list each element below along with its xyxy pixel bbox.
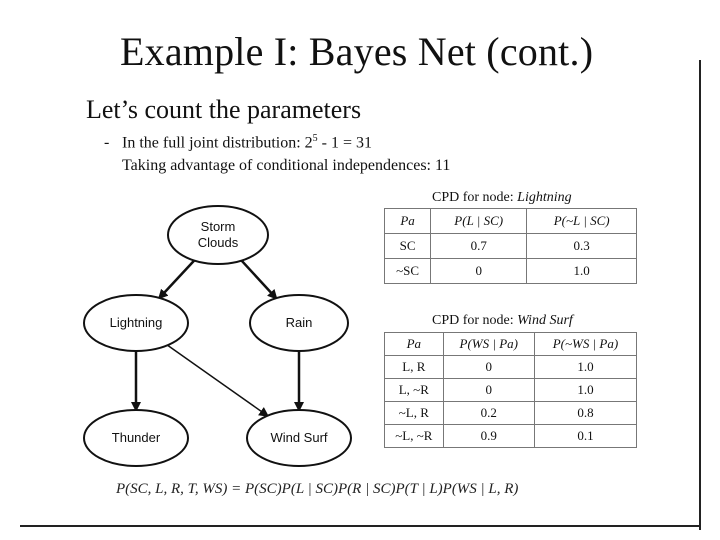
cpd_lightning-cell-1-1: 0 xyxy=(431,259,527,284)
cpd_windsurf-cell-1-0: L, ~R xyxy=(385,379,444,402)
cpd_windsurf-header-2: P(~WS | Pa) xyxy=(534,333,636,356)
cpd_windsurf-cell-3-1: 0.9 xyxy=(443,425,534,448)
bullet-dash: - xyxy=(104,134,110,152)
table-row xyxy=(385,379,637,402)
cpd_lightning-cell-0-1: 0.7 xyxy=(431,234,527,259)
bullet-text-post: - 1 = 31 xyxy=(317,134,373,152)
joint-factorization-formula: P(SC, L, R, T, WS) = P(SC)P(L | SC)P(R | SC)P(T | L)P(WS | L, R) xyxy=(116,481,519,497)
node-lightning-label: Lightning xyxy=(109,315,163,330)
cpd_windsurf-cell-0-1: 0 xyxy=(443,356,534,379)
cpd-lightning-header-row xyxy=(385,209,637,234)
cpd_windsurf-cell-0-2: 1.0 xyxy=(534,356,636,379)
cpd-windsurf-caption-node: Wind Surf xyxy=(517,313,573,328)
edge-storm-clouds-to-lightning xyxy=(159,261,194,298)
table-row xyxy=(385,425,637,448)
node-wind-surf-label: Wind Surf xyxy=(270,430,328,445)
node-thunder-label: Thunder xyxy=(111,430,161,445)
cpd_lightning-cell-0-2: 0.3 xyxy=(527,234,637,259)
table-row xyxy=(385,259,637,284)
slide-title: Example I: Bayes Net (cont.) xyxy=(120,29,594,74)
cpd-windsurf-caption xyxy=(432,313,573,329)
cpd_lightning-cell-1-2: 1.0 xyxy=(527,259,637,284)
cpd_windsurf-cell-0-0: L, R xyxy=(385,356,444,379)
cpd_lightning-header-2: P(~L | SC) xyxy=(527,209,637,234)
edge-storm-clouds-to-rain xyxy=(242,261,277,299)
cpd-lightning-caption-prefix: CPD for node: xyxy=(432,190,518,205)
node-lightning xyxy=(84,295,188,351)
node-rain-label: Rain xyxy=(285,315,313,330)
cpd_lightning-cell-0-0: SC xyxy=(385,234,431,259)
cpd_windsurf-cell-3-0: ~L, ~R xyxy=(385,425,444,448)
cpd_lightning-header-0: Pa xyxy=(385,209,431,234)
cpd-windsurf-table xyxy=(384,332,637,448)
cpd_windsurf-cell-2-1: 0.2 xyxy=(443,402,534,425)
cpd_windsurf-header-0: Pa xyxy=(385,333,444,356)
cpd_windsurf-cell-1-1: 0 xyxy=(443,379,534,402)
node-storm-clouds-label: Clouds xyxy=(197,235,239,250)
node-storm-clouds-label: Storm xyxy=(200,219,236,234)
cpd_windsurf-cell-2-0: ~L, R xyxy=(385,402,444,425)
cpd-lightning-caption-node: Lightning xyxy=(517,190,572,205)
cpd_windsurf-cell-3-2: 0.1 xyxy=(534,425,636,448)
cpd_lightning-cell-1-0: ~SC xyxy=(385,259,431,284)
table-row xyxy=(385,356,637,379)
cpd_windsurf-header-1: P(WS | Pa) xyxy=(443,333,534,356)
nodes-layer xyxy=(84,206,351,466)
cpd_windsurf-cell-1-2: 1.0 xyxy=(534,379,636,402)
edge-lightning-to-wind-surf xyxy=(168,345,268,415)
cpd-windsurf-header-row xyxy=(385,333,637,356)
cpd-lightning-caption xyxy=(432,190,572,206)
cpd_lightning-header-1: P(L | SC) xyxy=(431,209,527,234)
node-thunder xyxy=(84,410,188,466)
bullet-conditional-independences: Taking advantage of conditional independences: 11 xyxy=(122,157,451,174)
table-row xyxy=(385,234,637,259)
cpd-windsurf-caption-prefix: CPD for node: xyxy=(432,313,518,328)
cpd_windsurf-cell-2-2: 0.8 xyxy=(534,402,636,425)
node-wind-surf xyxy=(247,410,351,466)
bullet-text-pre: In the full joint distribution: 2 xyxy=(122,134,313,152)
table-row xyxy=(385,402,637,425)
node-rain xyxy=(250,295,348,351)
slide-subtitle: Let’s count the parameters xyxy=(86,95,362,124)
node-storm-clouds xyxy=(168,206,268,264)
bullet-exponent: 5 xyxy=(312,133,318,144)
cpd-lightning-table xyxy=(384,208,637,284)
